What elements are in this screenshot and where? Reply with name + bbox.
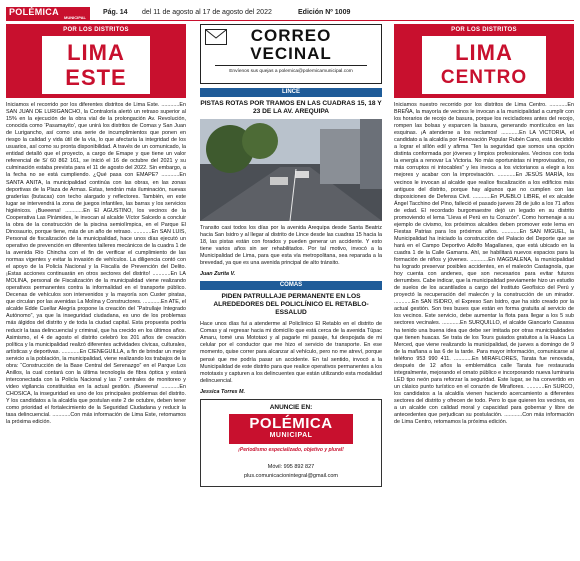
lima-centro-text: [394, 102, 574, 426]
banner-kicker: POR LOS DISTRITOS: [451, 27, 517, 33]
banner-title-1: LIMA: [67, 40, 125, 65]
issue-dates: del 11 de agosto al 17 de agosto del 2022: [142, 9, 272, 16]
correo-vecinal-banner: [200, 24, 382, 84]
signature-lince: Juan Zurita V.: [200, 271, 236, 278]
advert-logo-name: POLÉMICA: [249, 414, 333, 432]
edition-number: Edición Nº 1009: [298, 9, 351, 16]
street-photo-image: [200, 119, 382, 221]
correo-title-1: CORREO: [250, 26, 332, 45]
banner-kicker: POR LOS DISTRITOS: [63, 27, 129, 33]
divider: [215, 65, 367, 66]
headline-comas: PIDEN PATRULLAJE PERMANENTE EN LOS ALREDEDORES DEL POLICLÍNICO EL RETABLO- ESSALUD: [213, 293, 369, 317]
advert-email: plus.comunicacionintegral@gmail.com: [244, 472, 338, 479]
correo-title-2: VECINAL: [250, 44, 332, 63]
logo-name: POLÉMICA: [9, 7, 59, 17]
lima-este-column: [6, 24, 186, 426]
article-paragraph: Iniciamos nuestro recorrido por los distritos de Lima Centro. ............En BREÑA, la mayoría de vecinos le invocan a la municipalidad a cumplir con los horarios de recojo de basura, porque los recicladores antes del recojo, rompen las bolsas y esparcen la basura, generando montículos en las esquinas. ¡A atenderse a los reclamos! ............En LA VICTORIA, el candidato a la alcaldía por Renovación Popular Rubén Cano, está decidido a lograr el sillón edil y afirma “Ten la seguridad que somos una opción distinta conformada por jóvenes y limpios profesionales. Vecinos con toda la energía a renovar La Victoria. No más oportunistas ni improvisados, no más corruptos ni intocables” y les invoca a los victorianos a elegir a los mejores y acabar con la improvisación. ............En JESÚS MARÍA, los vecinos le invocan al alcalde que realice fiscalización a los edificios más antiguos del distrito, porque hay algunos que no cumplen con las disposiciones de Defensa Civil. ............En PUEBLO LIBRE, el ex alcalde Ángel Tacchino del Pino, falleció el pasado jueves 28 de julio a los 71 años de edad. El recordado burgomaestre dejó un legado en su distrito promoviendo el lema “Lleva el Perú en tu Corazón”. Como homenaje a su ejemplo de civismo, los próximos alcaldes deben promover este lema en Fiestas Patrias para los próximos años. ............En SAN MIGUEL, la Municipalidad ha iniciado la construcción del Palacio del Deporte que se hará en el Campo Deportivo Adolfo Magallanes, que está ubicado en la cuadra 1 de la Calle Gamarra. Ahí, se habilitará nuevos espacios para la formación de niños y jóvenes. ............En MAGDALENA, la municipalidad ha logrado preservar posibles accidentes, en el malecón Castagnola, que hoy cuenta con andenes, que son necesarios para evitar futuros derrumbes. Cabe indicar, que la municipalidad previamente hizo un estudio de suelos de los acantilados a cargo del Instituto Geofísico del Perú y proyectó la recuperación del malecón y la construcción de un mirador. ............En SAN ISIDRO, el Expreso San Isidro, que ha sido creado por la actual gestión. Son tres buses que están en forma gratuita al servicio de los vecinos. Este servicio, debe aumentar la flota para llegar a los 5 sub sectores vecinales. ............En SURQUILLO, el alcalde Giancarlo Casassa ha tenido una buena idea que debe ser imitada por otras municipalidades que tienen huacas. Se trata de los Tours guiados gratuitos a la Huaca La Merced, que viene realizando la municipalidad, de jueves a domingo de 9 de la mañana a las 6 de la tarde. Para mayor información, comunicarse al teléfono 953 990 411. ............En MIRAFLORES, Tarata fue renovada, después de 12 años la emblemática calle Tarata fue restaurada integralmente, mejorando el ornato público e incorporando nueva luminaria LED tipo neón para reforzar la seguridad. Este lugar, se ha convertido en un clásico punto turístico en el corazón de Miraflores. ............En SURCO, los candidatos a la alcaldía vienen haciendo acercamiento a diferentes sectores del distrito y ofrecen de todo. Pero lo que quieren los vecinos, es a un alcalde con calidad moral y capacidad para gobernar y libre de antecedentes que perjudican su postulación. ............Con más información de Lima Centro, retomamos la próxima edición.: [394, 102, 574, 426]
banner-box: [422, 36, 546, 94]
logo-sub: MUNICIPAL: [64, 15, 86, 20]
advert-phone: Móvil: 995 892 827: [267, 463, 315, 470]
letter-comas: Hace unos días fui a atenderme al Policlínico El Retablo en el distrito de Comas y al regresar hacia mi domicilio que está cerca de la avenida Túpac Amaru, tomé una Mototaxi y al pagarle mi pasaje, fui despojada de mi celular por el conductor que me hizo el servicio de transporte. En ese momento, quise correr para alcanzar al vehículo, pero no me atreví, porque pensé que me podría pasar un accidente. En tal sentido, invocó a la Municipalidad de este distrito para que realice operativos permanentes a los mototaxis y capturen a los delincuentes que están utilizando esta modalidad delincuencial.: [200, 321, 382, 384]
advert-heading: ANUNCIE EN:: [269, 403, 313, 411]
lima-este-banner: [6, 24, 186, 98]
lima-centro-banner: [394, 24, 574, 98]
advert-logo: [229, 414, 353, 444]
section-comas: COMAS: [200, 281, 382, 290]
banner-title-1: LIMA: [455, 40, 513, 65]
center-column: [200, 24, 382, 487]
letter-lince: Transito casi todos los días por la avenida Arequipa desde Santa Beatriz hacia San Isidro y al llegar al distrito de Lince desde las cuadras 15 hacia la 18, las pistas están con forados y pueden generar un accidente. Y esto tiene varios años sin ser rehabilitados. Por tal motivo, invocó a la Municipalidad de Lima, para que esta vía metropolitana, sea reparada a la brevedad, ya que es una avenida principal de alto tránsito.: [200, 225, 382, 267]
signature-comas: Jessica Torres M.: [200, 388, 246, 395]
advert-slogan: ¡Periodismo especializado, objetivo y plural!: [238, 446, 344, 453]
advert-box: [200, 399, 382, 487]
article-paragraph: Iniciamos el recorrido por los diferentes distritos de Lima Este. ............En SAN JUAN DE LURIGANCHO, la Contraloría alertó un retraso superior al 15% en la ejecución de la obra vial de la prolongación Av. Revolución, conocida como ‘Pasamayito’, que unirá los distritos de Comas y San Juan de Lurigancho, así como una serie de incumplimientos que ponen en riesgo la calidad y vida útil de la vía, lo que afectaría la integridad de los usuarios, así como su pronta disponibilidad. A través de un comunicado, la entidad detalló que el proyecto, a cargo de Emape y que tiene un valor referencial de S/ 60 862 161, se inició el 16 de octubre del 2021 y su culminación estaba prevista para el 11 de agosto del 2022. Sin embargo, a la fecha no se está cumpliendo. ¿Qué pasa con EMAPE? ............En SANTA ANITA, la municipalidad continúa con las obras, en las zonas deportivas de la Plaza de Armas. Estas, tendrán más iluminación, nuevas graderías (butacas) con techo alargado y reflectores. También, en este lugar se intervendrá la zona de juegos infantiles, las barras y los servicios higiénicos. ¡Bueeena! ............En El AGUSTINO, los vecinos de la Cooperativa Las Pirámides, le invocan al alcalde Víctor Salcedo a concluir la obra de la construcción de la piscina semiolímpica, en el Parque El Dinosaurio, porque tiene, más de un año de retraso. ............En SAN LUIS, Personal de fiscalización de la municipalidad, hace unos días ejecutó un operativo de prevención en diferentes talleres mecánicos de la cuadra 1 de la avenida Río Chincha con el fin de verificar el cumplimiento de las normas vigentes y evitar la invasión de vehículos. La diligencia contó con el apoyo de la Policía Nacional y la Fiscalía de Prevención del Delito. ¡Estas acciones continuarán en otros sectores del distrito! ............En LA MOLINA, personal de Fiscalización de la municipalidad viene realizando operativos permanentes contra la informalidad en el transporte público. Decenas de vehículos son intervenidos y la mayoría son Custer piratas, que circulan por las avenidas La Molina y Constructores. ............En ATE, el alcalde Edde Cuellar Alegría propone la creación del “Patrullaje Integrado Autónomo”, ya que la inseguridad ciudadana, es uno de los problemas más álgidos del distrito y de toda la ciudad capital. Esta propuesta podría reducir la tasa delincuencial y criminal, que ha crecido en los últimos años. Asimismo, el 4 de agosto el distrito celebró los 201 años de creación política y la municipalidad realizó diferentes actividades cívicas, culturales, artísticas y deportivas. ............En CIENEGUILLA, a fin de brindar un mejor servicio a la población, la municipalidad, viene realizando los trabajos de la obra: “Construcción de la Base Central del Serenazgo” en el Parque Los Anillos, la cual contará con la última tecnología de fibra óptica y estará interconectada con la Policía Nacional y las 7 centrales de monitoreo y video vigilancia constituidas en la actual gestión. ¡Bueeena! ............En CHOSICA, la inseguridad es uno de los principales problemas del distrito. Y los candidatos a la alcaldía que postulan este 2 de octubre, deben tener como prioridad el fortalecimiento de la Seguridad Ciudadana y reducir la tasa delincuencial. ............Con más información de Lima Este, retomamos la próxima edición.: [6, 102, 186, 426]
page-header: [6, 7, 574, 21]
advert-logo-sub: MUNICIPAL: [269, 431, 313, 439]
correo-footer: Envíenos sus quejas a polemica@polemicamunicipal.com: [229, 69, 353, 74]
banner-title-2: CENTRO: [440, 67, 528, 88]
banner-box: [42, 36, 150, 94]
headline-lince: PISTAS ROTAS POR TRAMOS EN LAS CUADRAS 15, 18 Y 23 DE LA AV. AREQUIPA: [200, 100, 382, 115]
banner-title-2: ESTE: [65, 65, 127, 90]
page-number: Pág. 14: [103, 9, 128, 16]
lima-este-text: [6, 102, 186, 426]
section-lince: LINCE: [200, 88, 382, 97]
polemica-logo: [6, 7, 90, 20]
street-photo: [200, 119, 382, 221]
lima-centro-column: [394, 24, 574, 426]
